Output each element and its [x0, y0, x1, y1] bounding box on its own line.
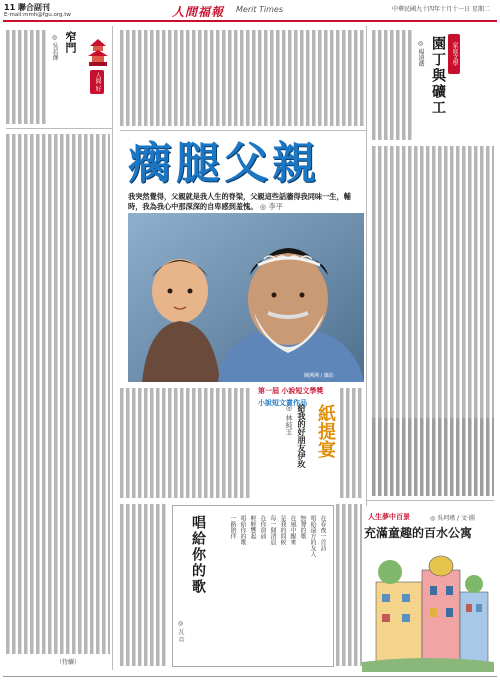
essay-right-badge: 家庭文學 — [448, 34, 460, 74]
feature-body-right — [340, 388, 364, 498]
feature-title: 瘸腿父親 — [128, 138, 320, 189]
section-rule-left — [6, 128, 112, 129]
serial-author: ◎ 林純玉 — [285, 404, 293, 436]
feature-lead-text: 我突然覺得，父親就是我人生的脊梁，父親這些話牆得我同味一生，輔時，我為我心中那深深的自卑感到羞愧。 — [128, 192, 351, 211]
serial-body-right — [336, 504, 362, 666]
column-rule-left — [112, 26, 113, 670]
feature-lead-author: ◎ 李平 — [259, 202, 283, 211]
poem-line: 在你窗前 — [259, 515, 266, 539]
email-link[interactable]: E-mail:mmh@fgu.org.tw — [4, 12, 71, 18]
feature-body — [120, 388, 252, 498]
poem-lines — [206, 515, 326, 655]
photo-credit: 陳溯溯 / 攝影 — [304, 373, 334, 379]
feature-lead — [128, 192, 364, 212]
page-label: 11 聯合副刊 — [4, 3, 50, 12]
apartment-header: 人生夢中百景 — [368, 513, 410, 521]
serial-subtitle: 給我的好朋友伊玫 — [297, 404, 306, 468]
poem-line: 在春夜一首詩 — [319, 515, 326, 551]
feature-photo — [128, 213, 364, 382]
serial-sub-badge: 小說短文賞作品 — [258, 399, 307, 407]
serial-badge: 第一屆 小說短文學獎 — [258, 387, 324, 395]
masthead-logo: 人間福報 — [172, 5, 225, 19]
section-rule-apartment — [366, 500, 494, 501]
feature-top-body — [120, 30, 364, 126]
apartment-author: ◎ 吳珂瑾 / 文‧圖 — [430, 515, 475, 522]
essay-left-continued-body — [6, 134, 110, 654]
column-rule-right — [366, 26, 367, 506]
poem-title: 唱給你的歌 — [190, 515, 206, 595]
poem-line: 一路陪伴 — [229, 515, 236, 539]
essay-left-author: ◎ 吳若澤 — [51, 34, 58, 61]
poem-line: 在風中醒來 — [289, 515, 296, 545]
serial-title: 紙提宴 — [315, 404, 336, 458]
poem-line: 無聲的歌 — [299, 515, 306, 539]
section-rule-feature — [120, 130, 366, 131]
essay-right-author: ◎ 楊遠薇 — [417, 40, 424, 67]
header-rule — [3, 20, 497, 22]
essay-left-badge: 人間 好文 — [90, 70, 104, 94]
poem-line: 唱給遠方的友人 — [309, 515, 316, 557]
dateline: 中華民國九十四年十月十一日 星期二 — [392, 6, 490, 13]
photo-illustration — [128, 213, 364, 382]
poem-line: 唱給你的歌 — [239, 515, 246, 545]
poem-line: 每一個清晨 — [269, 515, 276, 545]
continued-note: （待續） — [56, 659, 81, 666]
poem-author: ◎ 瓦 旦 — [177, 620, 184, 643]
essay-left-title: 窄門 — [64, 31, 77, 53]
apartment-title: 充滿童趣的百水公寓 — [364, 526, 473, 540]
poem-line: 輕輕響起 — [249, 515, 256, 539]
serial-body-left — [120, 504, 168, 666]
essay-left-body — [6, 30, 48, 124]
footer-rule — [3, 676, 497, 677]
essay-right-title: 園丁與礦工 — [430, 36, 446, 116]
poem-line: 是我的問候 — [279, 515, 286, 545]
essay-right-body-top — [372, 30, 412, 140]
apartment-illustration — [362, 542, 494, 672]
pagoda-icon — [86, 38, 110, 68]
masthead-english: Merit Times — [236, 5, 284, 14]
apartment-body-upper — [372, 418, 494, 496]
